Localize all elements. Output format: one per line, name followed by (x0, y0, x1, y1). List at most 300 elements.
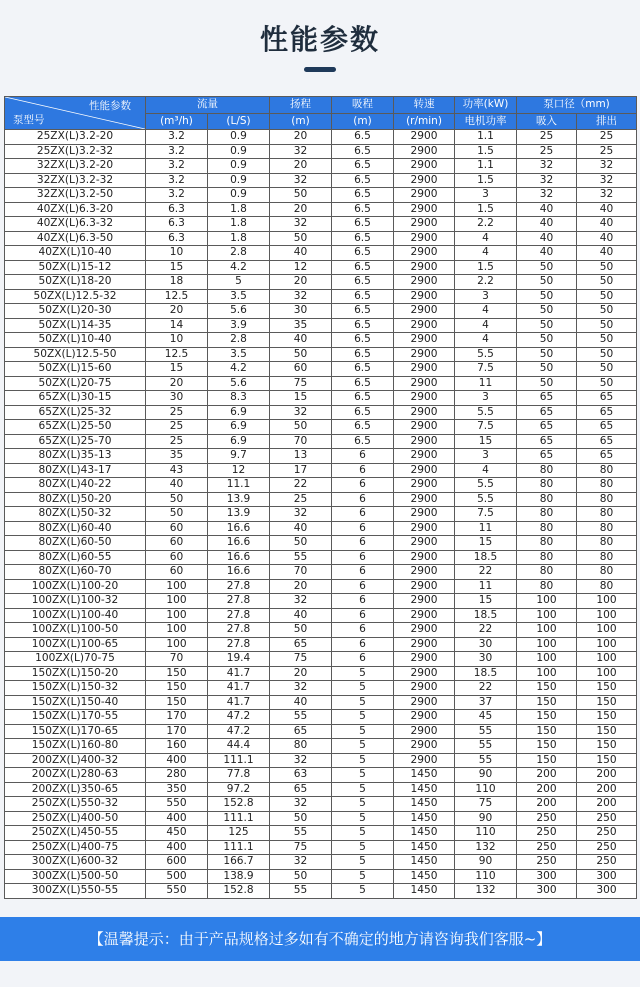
cell-power: 15 (455, 536, 517, 551)
cell-port-inlet: 100 (517, 637, 577, 652)
cell-port-inlet: 150 (517, 681, 577, 696)
header-flow-ls: (L/S) (208, 113, 270, 130)
cell-port-outlet: 150 (577, 695, 637, 710)
cell-suction: 6.5 (332, 159, 394, 174)
cell-port-outlet: 300 (577, 869, 637, 884)
cell-flow-ls: 0.9 (208, 130, 270, 145)
cell-speed: 1450 (394, 840, 455, 855)
cell-power: 110 (455, 826, 517, 841)
cell-port-outlet: 65 (577, 391, 637, 406)
cell-power: 4 (455, 304, 517, 319)
table-row (5, 347, 637, 362)
cell-port-outlet: 150 (577, 724, 637, 739)
cell-head: 40 (270, 695, 332, 710)
cell-speed: 2900 (394, 739, 455, 754)
cell-model: 200ZX(L)280-63 (5, 768, 146, 783)
table-row (5, 594, 637, 609)
cell-flow-ls: 8.3 (208, 391, 270, 406)
cell-speed: 2900 (394, 550, 455, 565)
cell-speed: 2900 (394, 753, 455, 768)
cell-power: 55 (455, 753, 517, 768)
cell-flow-m3h: 150 (146, 666, 208, 681)
cell-port-inlet: 25 (517, 144, 577, 159)
cell-flow-m3h: 18 (146, 275, 208, 290)
cell-speed: 2900 (394, 565, 455, 580)
cell-model: 150ZX(L)170-65 (5, 724, 146, 739)
cell-suction: 5 (332, 739, 394, 754)
cell-flow-ls: 1.8 (208, 217, 270, 232)
cell-model: 50ZX(L)14-35 (5, 318, 146, 333)
table-row (5, 826, 637, 841)
header-performance-label: 性能参数 (89, 100, 131, 112)
cell-power: 1.5 (455, 144, 517, 159)
cell-port-inlet: 50 (517, 333, 577, 348)
cell-model: 150ZX(L)150-20 (5, 666, 146, 681)
cell-head: 65 (270, 724, 332, 739)
cell-flow-m3h: 3.2 (146, 130, 208, 145)
cell-head: 30 (270, 304, 332, 319)
table-row (5, 217, 637, 232)
cell-flow-ls: 16.6 (208, 521, 270, 536)
table-row (5, 637, 637, 652)
cell-head: 55 (270, 884, 332, 899)
cell-flow-ls: 2.8 (208, 246, 270, 261)
cell-suction: 6 (332, 652, 394, 667)
cell-suction: 6.5 (332, 420, 394, 435)
cell-suction: 6 (332, 478, 394, 493)
cell-port-inlet: 50 (517, 347, 577, 362)
cell-port-outlet: 50 (577, 318, 637, 333)
table-body (5, 130, 637, 899)
cell-suction: 6.5 (332, 304, 394, 319)
cell-head: 20 (270, 159, 332, 174)
cell-flow-ls: 41.7 (208, 666, 270, 681)
cell-head: 17 (270, 463, 332, 478)
table-row (5, 869, 637, 884)
cell-suction: 6.5 (332, 376, 394, 391)
cell-speed: 1450 (394, 811, 455, 826)
cell-speed: 2900 (394, 536, 455, 551)
cell-port-inlet: 65 (517, 405, 577, 420)
cell-speed: 2900 (394, 376, 455, 391)
cell-model: 50ZX(L)10-40 (5, 333, 146, 348)
cell-model: 50ZX(L)12.5-50 (5, 347, 146, 362)
cell-speed: 2900 (394, 318, 455, 333)
cell-flow-m3h: 150 (146, 681, 208, 696)
cell-speed: 2900 (394, 449, 455, 464)
cell-flow-ls: 1.8 (208, 231, 270, 246)
cell-suction: 5 (332, 884, 394, 899)
cell-port-outlet: 50 (577, 362, 637, 377)
cell-model: 80ZX(L)50-32 (5, 507, 146, 522)
cell-port-inlet: 100 (517, 623, 577, 638)
cell-flow-ls: 111.1 (208, 811, 270, 826)
cell-speed: 1450 (394, 797, 455, 812)
cell-suction: 6.5 (332, 333, 394, 348)
header-port: 泵口径（mm) (517, 97, 637, 114)
cell-flow-m3h: 43 (146, 463, 208, 478)
cell-model: 32ZX(L)3.2-20 (5, 159, 146, 174)
cell-flow-ls: 77.8 (208, 768, 270, 783)
cell-power: 18.5 (455, 608, 517, 623)
cell-head: 22 (270, 478, 332, 493)
cell-head: 50 (270, 188, 332, 203)
cell-flow-m3h: 280 (146, 768, 208, 783)
cell-flow-m3h: 12.5 (146, 289, 208, 304)
cell-head: 32 (270, 797, 332, 812)
cell-port-inlet: 40 (517, 202, 577, 217)
cell-flow-ls: 0.9 (208, 144, 270, 159)
header-corner-cell (5, 97, 146, 130)
cell-port-inlet: 40 (517, 217, 577, 232)
cell-suction: 5 (332, 710, 394, 725)
cell-port-inlet: 150 (517, 724, 577, 739)
cell-flow-m3h: 60 (146, 550, 208, 565)
cell-head: 55 (270, 550, 332, 565)
cell-model: 100ZX(L)100-65 (5, 637, 146, 652)
cell-power: 22 (455, 565, 517, 580)
cell-flow-m3h: 3.2 (146, 159, 208, 174)
table-row (5, 434, 637, 449)
cell-flow-ls: 16.6 (208, 550, 270, 565)
cell-port-inlet: 100 (517, 652, 577, 667)
cell-model: 65ZX(L)25-50 (5, 420, 146, 435)
cell-model: 80ZX(L)40-22 (5, 478, 146, 493)
cell-port-outlet: 300 (577, 884, 637, 899)
cell-head: 75 (270, 840, 332, 855)
cell-speed: 2900 (394, 478, 455, 493)
cell-power: 4 (455, 333, 517, 348)
cell-port-inlet: 80 (517, 492, 577, 507)
cell-model: 100ZX(L)70-75 (5, 652, 146, 667)
cell-speed: 1450 (394, 884, 455, 899)
cell-port-inlet: 40 (517, 246, 577, 261)
cell-head: 40 (270, 521, 332, 536)
cell-power: 3 (455, 391, 517, 406)
cell-port-outlet: 80 (577, 565, 637, 580)
cell-model: 80ZX(L)43-17 (5, 463, 146, 478)
cell-port-outlet: 32 (577, 188, 637, 203)
cell-speed: 2900 (394, 289, 455, 304)
cell-power: 3 (455, 449, 517, 464)
cell-power: 22 (455, 623, 517, 638)
cell-model: 150ZX(L)170-55 (5, 710, 146, 725)
cell-power: 45 (455, 710, 517, 725)
cell-port-inlet: 250 (517, 855, 577, 870)
cell-speed: 2900 (394, 579, 455, 594)
table-row (5, 884, 637, 899)
cell-speed: 2900 (394, 130, 455, 145)
cell-power: 132 (455, 840, 517, 855)
cell-head: 40 (270, 608, 332, 623)
cell-power: 110 (455, 782, 517, 797)
cell-port-outlet: 250 (577, 811, 637, 826)
cell-flow-m3h: 12.5 (146, 347, 208, 362)
cell-port-outlet: 80 (577, 507, 637, 522)
cell-flow-m3h: 550 (146, 797, 208, 812)
table-row (5, 797, 637, 812)
cell-suction: 6 (332, 623, 394, 638)
table-row (5, 173, 637, 188)
cell-flow-ls: 111.1 (208, 753, 270, 768)
cell-model: 80ZX(L)50-20 (5, 492, 146, 507)
cell-model: 50ZX(L)18-20 (5, 275, 146, 290)
table-row (5, 420, 637, 435)
cell-power: 55 (455, 739, 517, 754)
cell-model: 80ZX(L)60-55 (5, 550, 146, 565)
cell-flow-ls: 97.2 (208, 782, 270, 797)
cell-flow-ls: 6.9 (208, 405, 270, 420)
cell-port-inlet: 80 (517, 507, 577, 522)
cell-suction: 5 (332, 695, 394, 710)
cell-flow-ls: 9.7 (208, 449, 270, 464)
cell-model: 80ZX(L)60-40 (5, 521, 146, 536)
cell-model: 150ZX(L)160-80 (5, 739, 146, 754)
cell-head: 32 (270, 681, 332, 696)
table-row (5, 333, 637, 348)
cell-port-outlet: 50 (577, 333, 637, 348)
cell-port-inlet: 80 (517, 565, 577, 580)
cell-flow-m3h: 100 (146, 579, 208, 594)
cell-flow-ls: 1.8 (208, 202, 270, 217)
table-row (5, 550, 637, 565)
cell-port-inlet: 32 (517, 173, 577, 188)
cell-suction: 6 (332, 492, 394, 507)
table-row (5, 623, 637, 638)
cell-flow-m3h: 20 (146, 304, 208, 319)
cell-port-inlet: 50 (517, 376, 577, 391)
cell-speed: 2900 (394, 724, 455, 739)
header-model-label: 泵型号 (13, 114, 45, 126)
cell-speed: 2900 (394, 144, 455, 159)
cell-model: 65ZX(L)25-32 (5, 405, 146, 420)
cell-speed: 2900 (394, 623, 455, 638)
cell-port-outlet: 100 (577, 608, 637, 623)
cell-flow-m3h: 170 (146, 724, 208, 739)
cell-speed: 2900 (394, 434, 455, 449)
table-row (5, 289, 637, 304)
cell-flow-ls: 0.9 (208, 188, 270, 203)
cell-flow-m3h: 400 (146, 840, 208, 855)
cell-port-outlet: 25 (577, 130, 637, 145)
cell-port-inlet: 50 (517, 289, 577, 304)
cell-model: 40ZX(L)6.3-50 (5, 231, 146, 246)
cell-port-inlet: 250 (517, 811, 577, 826)
cell-model: 65ZX(L)30-15 (5, 391, 146, 406)
cell-flow-ls: 0.9 (208, 173, 270, 188)
cell-head: 40 (270, 333, 332, 348)
cell-flow-ls: 5.6 (208, 304, 270, 319)
cell-port-outlet: 200 (577, 797, 637, 812)
cell-power: 37 (455, 695, 517, 710)
cell-head: 55 (270, 710, 332, 725)
cell-head: 32 (270, 855, 332, 870)
cell-port-inlet: 50 (517, 362, 577, 377)
cell-flow-ls: 4.2 (208, 362, 270, 377)
cell-port-inlet: 65 (517, 434, 577, 449)
cell-port-inlet: 65 (517, 391, 577, 406)
header-suction: 吸程 (332, 97, 394, 114)
cell-head: 65 (270, 637, 332, 652)
cell-speed: 1450 (394, 768, 455, 783)
cell-speed: 2900 (394, 231, 455, 246)
cell-flow-ls: 125 (208, 826, 270, 841)
cell-suction: 6.5 (332, 217, 394, 232)
cell-port-inlet: 150 (517, 695, 577, 710)
cell-port-outlet: 50 (577, 275, 637, 290)
cell-suction: 6.5 (332, 188, 394, 203)
cell-flow-m3h: 160 (146, 739, 208, 754)
table-row (5, 768, 637, 783)
cell-flow-m3h: 100 (146, 608, 208, 623)
cell-flow-m3h: 35 (146, 449, 208, 464)
cell-flow-m3h: 500 (146, 869, 208, 884)
cell-port-outlet: 100 (577, 594, 637, 609)
cell-flow-m3h: 3.2 (146, 173, 208, 188)
table-row (5, 724, 637, 739)
cell-port-inlet: 200 (517, 797, 577, 812)
cell-head: 50 (270, 536, 332, 551)
cell-model: 100ZX(L)100-32 (5, 594, 146, 609)
cell-flow-ls: 16.6 (208, 565, 270, 580)
cell-suction: 6.5 (332, 275, 394, 290)
table-row (5, 202, 637, 217)
table-row (5, 376, 637, 391)
cell-flow-m3h: 350 (146, 782, 208, 797)
cell-flow-ls: 12 (208, 463, 270, 478)
header-flow: 流量 (146, 97, 270, 114)
cell-flow-m3h: 3.2 (146, 188, 208, 203)
cell-port-outlet: 100 (577, 623, 637, 638)
cell-suction: 6 (332, 637, 394, 652)
table-row (5, 536, 637, 551)
cell-flow-m3h: 10 (146, 246, 208, 261)
cell-flow-ls: 152.8 (208, 797, 270, 812)
cell-power: 1.5 (455, 202, 517, 217)
cell-head: 63 (270, 768, 332, 783)
cell-speed: 1450 (394, 869, 455, 884)
cell-flow-ls: 41.7 (208, 695, 270, 710)
cell-flow-ls: 27.8 (208, 608, 270, 623)
cell-port-inlet: 250 (517, 826, 577, 841)
cell-head: 32 (270, 594, 332, 609)
cell-flow-m3h: 550 (146, 884, 208, 899)
cell-head: 32 (270, 405, 332, 420)
cell-model: 250ZX(L)400-75 (5, 840, 146, 855)
cell-port-outlet: 50 (577, 376, 637, 391)
cell-flow-ls: 47.2 (208, 724, 270, 739)
cell-port-inlet: 200 (517, 782, 577, 797)
header-speed-unit: (r/min) (394, 113, 455, 130)
cell-flow-ls: 3.5 (208, 289, 270, 304)
cell-port-inlet: 50 (517, 304, 577, 319)
cell-suction: 6.5 (332, 434, 394, 449)
cell-speed: 2900 (394, 666, 455, 681)
cell-power: 110 (455, 869, 517, 884)
cell-head: 50 (270, 869, 332, 884)
cell-head: 20 (270, 202, 332, 217)
cell-port-outlet: 100 (577, 652, 637, 667)
performance-table (4, 96, 637, 899)
cell-head: 70 (270, 565, 332, 580)
cell-power: 22 (455, 681, 517, 696)
table-row (5, 449, 637, 464)
cell-port-inlet: 150 (517, 710, 577, 725)
cell-head: 20 (270, 579, 332, 594)
cell-port-outlet: 150 (577, 681, 637, 696)
table-row (5, 710, 637, 725)
cell-port-inlet: 100 (517, 666, 577, 681)
table-row (5, 478, 637, 493)
cell-suction: 6 (332, 463, 394, 478)
cell-power: 1.1 (455, 130, 517, 145)
cell-flow-ls: 27.8 (208, 637, 270, 652)
header-suction-unit: (m) (332, 113, 394, 130)
cell-power: 1.5 (455, 260, 517, 275)
cell-power: 5.5 (455, 478, 517, 493)
cell-flow-m3h: 60 (146, 521, 208, 536)
cell-port-inlet: 200 (517, 768, 577, 783)
table-row (5, 159, 637, 174)
cell-flow-m3h: 70 (146, 652, 208, 667)
cell-speed: 2900 (394, 304, 455, 319)
cell-port-outlet: 40 (577, 231, 637, 246)
cell-speed: 2900 (394, 275, 455, 290)
cell-head: 35 (270, 318, 332, 333)
cell-power: 11 (455, 376, 517, 391)
cell-head: 50 (270, 811, 332, 826)
cell-model: 32ZX(L)3.2-50 (5, 188, 146, 203)
cell-flow-m3h: 6.3 (146, 231, 208, 246)
cell-port-outlet: 50 (577, 347, 637, 362)
cell-head: 12 (270, 260, 332, 275)
cell-port-outlet: 200 (577, 768, 637, 783)
cell-power: 15 (455, 594, 517, 609)
table-row (5, 405, 637, 420)
cell-port-outlet: 250 (577, 855, 637, 870)
cell-flow-m3h: 100 (146, 637, 208, 652)
cell-port-outlet: 150 (577, 710, 637, 725)
cell-model: 40ZX(L)6.3-20 (5, 202, 146, 217)
cell-flow-ls: 0.9 (208, 159, 270, 174)
header-speed: 转速 (394, 97, 455, 114)
cell-power: 5.5 (455, 492, 517, 507)
table-row (5, 739, 637, 754)
cell-port-outlet: 150 (577, 753, 637, 768)
cell-suction: 5 (332, 840, 394, 855)
cell-speed: 2900 (394, 173, 455, 188)
cell-power: 3 (455, 289, 517, 304)
cell-power: 11 (455, 579, 517, 594)
cell-flow-m3h: 450 (146, 826, 208, 841)
cell-model: 100ZX(L)100-40 (5, 608, 146, 623)
table-row (5, 246, 637, 261)
cell-suction: 5 (332, 782, 394, 797)
cell-head: 50 (270, 420, 332, 435)
cell-power: 90 (455, 811, 517, 826)
cell-model: 250ZX(L)550-32 (5, 797, 146, 812)
cell-flow-ls: 27.8 (208, 623, 270, 638)
cell-flow-m3h: 30 (146, 391, 208, 406)
cell-power: 3 (455, 188, 517, 203)
cell-speed: 2900 (394, 507, 455, 522)
table-row (5, 318, 637, 333)
cell-speed: 2900 (394, 217, 455, 232)
cell-suction: 6 (332, 565, 394, 580)
header-head-unit: (m) (270, 113, 332, 130)
cell-port-outlet: 80 (577, 463, 637, 478)
cell-speed: 2900 (394, 420, 455, 435)
